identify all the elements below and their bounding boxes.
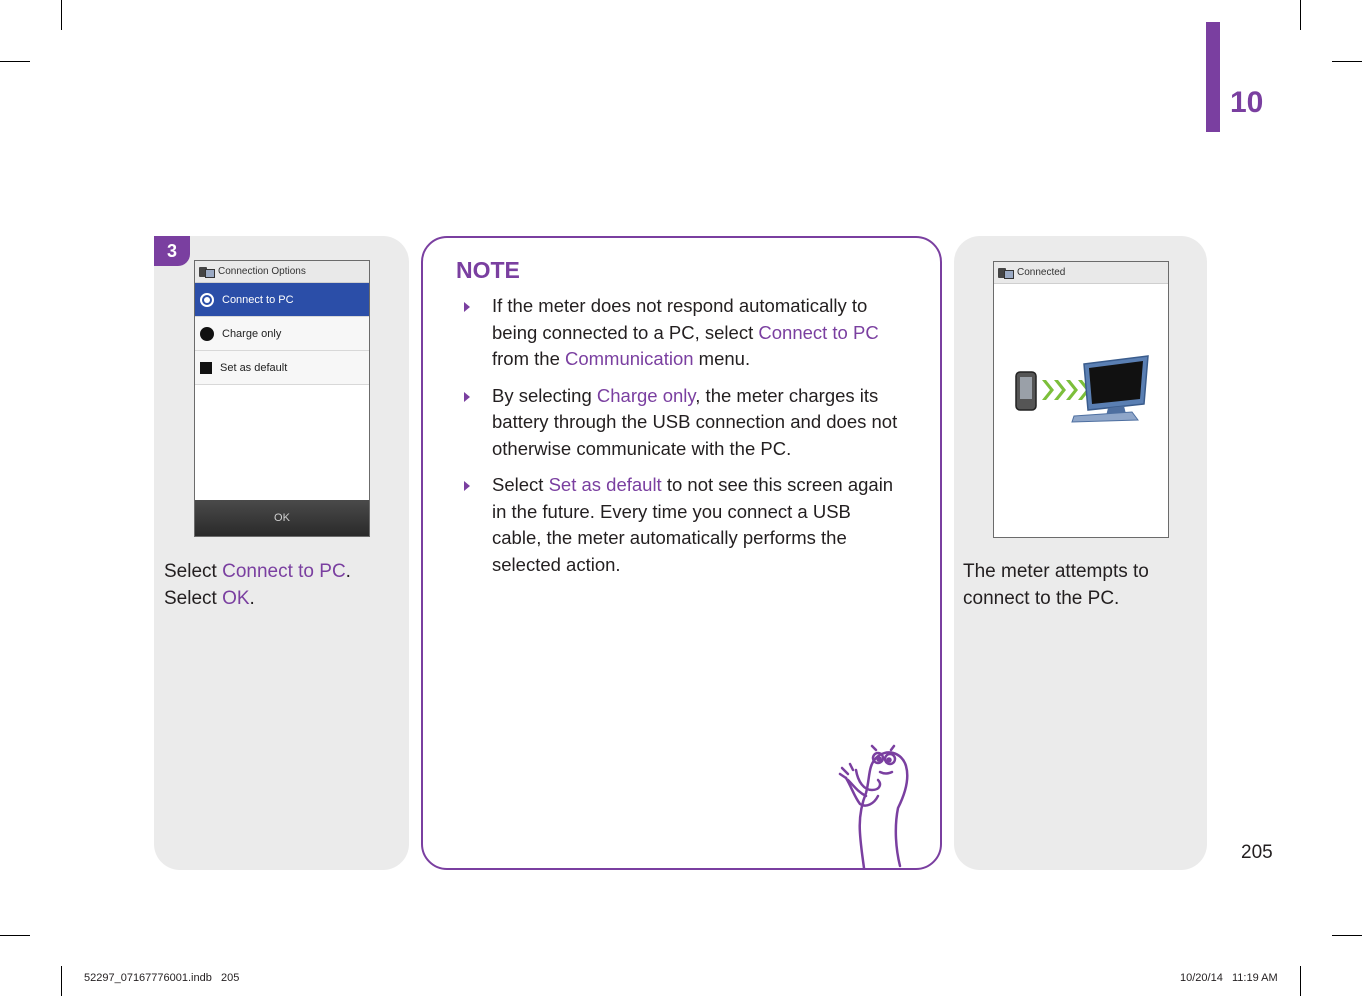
print-file-slug: 52297_07167776001.indb 205 <box>84 972 240 984</box>
step-badge: 3 <box>154 236 190 266</box>
thinking-mascot-icon <box>836 738 916 870</box>
bullet-triangle-icon <box>464 302 470 312</box>
note-item <box>464 293 904 373</box>
caption-highlight: Connect to PC <box>222 561 346 582</box>
option-label: Connect to PC <box>222 293 294 306</box>
option-label: Set as default <box>220 361 288 374</box>
crop-mark <box>0 61 30 62</box>
caption-text: Select <box>164 561 223 582</box>
note-highlight: Charge only <box>596 384 696 406</box>
note-highlight: Communication <box>565 348 694 369</box>
print-timestamp: 10/20/14 11:19 AM <box>1180 972 1278 984</box>
chapter-number: 10 <box>1230 86 1264 119</box>
crop-mark <box>1300 0 1301 30</box>
screen-title: Connected <box>1017 267 1066 278</box>
radio-icon <box>200 327 214 341</box>
screen-title: Connection Options <box>218 266 306 277</box>
note-text: menu. <box>693 348 751 369</box>
option-charge-only[interactable] <box>195 317 369 351</box>
note-text: If the meter does not respond automatically to being connected to a PC, select <box>492 295 868 343</box>
option-label: Charge only <box>222 327 282 340</box>
checkbox-icon <box>200 362 212 374</box>
screen-title-bar <box>195 261 369 283</box>
caption-text: . <box>249 588 255 609</box>
crop-mark <box>1332 61 1362 62</box>
step-caption <box>164 558 399 612</box>
note-text: to not see this screen again in the future. Every time you connect a USB cable, the meter automatically performs the selected action. <box>492 474 894 575</box>
page-number: 205 <box>1241 842 1273 863</box>
meter-to-pc-connection-icon <box>1012 354 1152 424</box>
note-text: from the <box>492 348 565 369</box>
crop-mark <box>1300 966 1301 996</box>
note-title: NOTE <box>456 257 520 283</box>
crop-mark <box>61 0 62 30</box>
note-highlight: Connect to PC <box>758 321 879 343</box>
bullet-triangle-icon <box>464 392 470 402</box>
option-connect-to-pc[interactable] <box>195 283 369 317</box>
result-caption: The meter attempts to connect to the PC. <box>963 561 1149 609</box>
note-highlight: Set as default <box>548 474 662 495</box>
note-text: By selecting <box>492 384 597 406</box>
crop-mark <box>61 966 62 996</box>
bullet-triangle-icon <box>464 481 470 491</box>
connection-icon <box>199 266 213 278</box>
crop-mark <box>0 935 30 936</box>
note-item <box>464 472 904 578</box>
screen-title-bar <box>994 262 1168 284</box>
meter-screen-connection-options <box>194 260 370 537</box>
ok-button[interactable]: OK <box>195 500 369 536</box>
caption-text: . Select <box>164 561 351 609</box>
radio-selected-icon <box>200 293 214 307</box>
note-item <box>464 383 904 463</box>
caption-highlight: OK <box>222 588 250 609</box>
note-text: , the meter charges its battery through the USB connection and does not otherwise communicate with the PC. <box>492 384 898 459</box>
note-list <box>464 293 904 588</box>
crop-mark <box>1332 935 1362 936</box>
connection-icon <box>998 267 1012 279</box>
option-set-as-default[interactable] <box>195 351 369 385</box>
chapter-tab <box>1206 22 1220 132</box>
note-text: Select <box>492 474 549 495</box>
meter-screen-connected <box>993 261 1169 538</box>
